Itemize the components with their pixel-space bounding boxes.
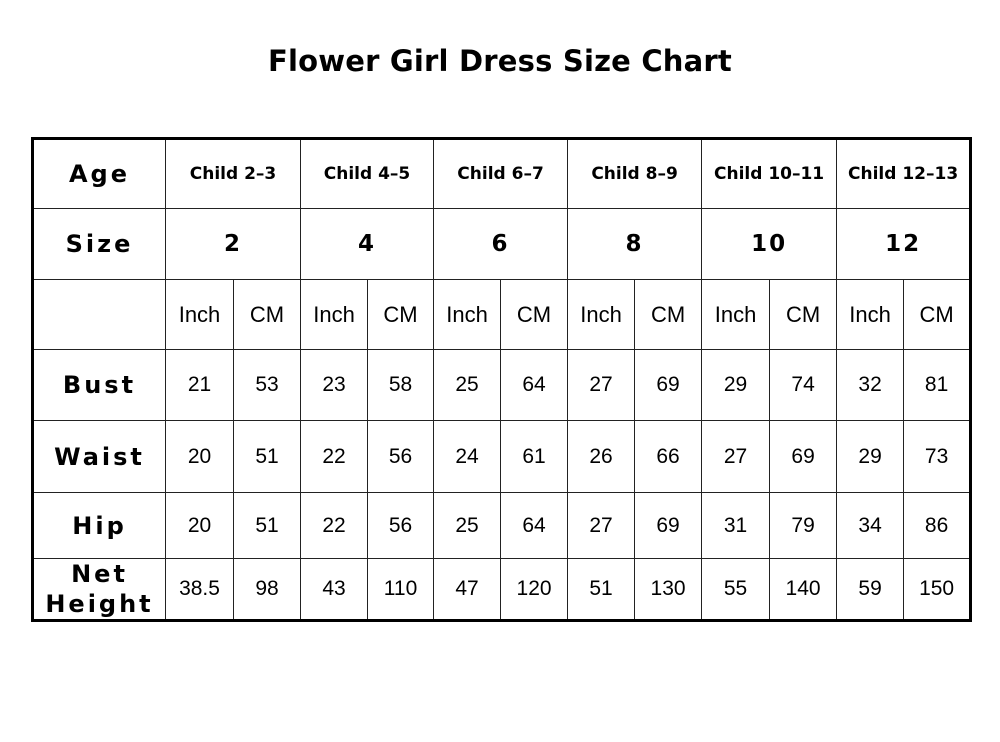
unit-cell-cm: CM [368,280,434,350]
net-height-value-cell: 51 [568,559,635,621]
net-height-value-cell: 47 [434,559,501,621]
page-title: Flower Girl Dress Size Chart [267,44,732,78]
bust-value-cell: 81 [904,350,971,421]
hip-row [33,493,971,559]
waist-value-cell: 51 [234,421,301,493]
net-height-value-cell: 38.5 [166,559,234,621]
waist-value-cell: 56 [368,421,434,493]
hip-value-cell: 56 [368,493,434,559]
unit-cell-cm: CM [904,280,971,350]
bust-value-cell: 58 [368,350,434,421]
unit-cell-cm: CM [770,280,837,350]
size-cell: 2 [166,209,301,280]
hip-value-cell: 64 [501,493,568,559]
waist-value-cell: 61 [501,421,568,493]
size-cell: 6 [434,209,568,280]
net-height-row [33,559,971,621]
hip-row-label: Hip [33,493,166,559]
waist-value-cell: 29 [837,421,904,493]
unit-cell-inch: Inch [568,280,635,350]
waist-value-cell: 22 [301,421,368,493]
hip-value-cell: 22 [301,493,368,559]
net-height-value-cell: 43 [301,559,368,621]
age-group-cell: Child 10–11 [702,139,837,209]
net-height-value-cell: 59 [837,559,904,621]
size-cell: 12 [837,209,971,280]
size-chart-table [31,137,972,622]
bust-value-cell: 69 [635,350,702,421]
waist-value-cell: 24 [434,421,501,493]
net-height-value-cell: 140 [770,559,837,621]
age-group-cell: Child 12–13 [837,139,971,209]
age-row-label: Age [33,139,166,209]
net-height-label-line1: Net [71,560,128,588]
unit-cell-inch: Inch [837,280,904,350]
net-height-value-cell: 130 [635,559,702,621]
waist-value-cell: 26 [568,421,635,493]
hip-value-cell: 27 [568,493,635,559]
hip-value-cell: 51 [234,493,301,559]
bust-row-label: Bust [33,350,166,421]
net-height-label-line2: Height [45,590,154,618]
unit-cell-cm: CM [501,280,568,350]
size-cell: 8 [568,209,702,280]
bust-value-cell: 53 [234,350,301,421]
bust-row [33,350,971,421]
waist-row-label: Waist [33,421,166,493]
waist-value-cell: 73 [904,421,971,493]
unit-cell-inch: Inch [301,280,368,350]
size-cell: 4 [301,209,434,280]
unit-cell-inch: Inch [166,280,234,350]
unit-cell-cm: CM [635,280,702,350]
waist-value-cell: 20 [166,421,234,493]
bust-value-cell: 29 [702,350,770,421]
net-height-value-cell: 110 [368,559,434,621]
bust-value-cell: 25 [434,350,501,421]
net-height-value-cell: 150 [904,559,971,621]
waist-row [33,421,971,493]
age-group-cell: Child 4–5 [301,139,434,209]
size-cell: 10 [702,209,837,280]
net-height-value-cell: 55 [702,559,770,621]
bust-value-cell: 74 [770,350,837,421]
hip-value-cell: 79 [770,493,837,559]
unit-cell-cm: CM [234,280,301,350]
unit-row-label [33,280,166,350]
bust-value-cell: 23 [301,350,368,421]
net-height-row-label [33,559,166,621]
age-row [33,139,971,209]
bust-value-cell: 27 [568,350,635,421]
net-height-value-cell: 120 [501,559,568,621]
unit-cell-inch: Inch [702,280,770,350]
unit-cell-inch: Inch [434,280,501,350]
hip-value-cell: 20 [166,493,234,559]
hip-value-cell: 86 [904,493,971,559]
unit-row [33,280,971,350]
bust-value-cell: 64 [501,350,568,421]
bust-value-cell: 32 [837,350,904,421]
waist-value-cell: 69 [770,421,837,493]
hip-value-cell: 69 [635,493,702,559]
hip-value-cell: 31 [702,493,770,559]
age-group-cell: Child 6–7 [434,139,568,209]
age-group-cell: Child 2–3 [166,139,301,209]
waist-value-cell: 27 [702,421,770,493]
bust-value-cell: 21 [166,350,234,421]
size-row [33,209,971,280]
size-row-label: Size [33,209,166,280]
waist-value-cell: 66 [635,421,702,493]
age-group-cell: Child 8–9 [568,139,702,209]
hip-value-cell: 34 [837,493,904,559]
net-height-value-cell: 98 [234,559,301,621]
hip-value-cell: 25 [434,493,501,559]
